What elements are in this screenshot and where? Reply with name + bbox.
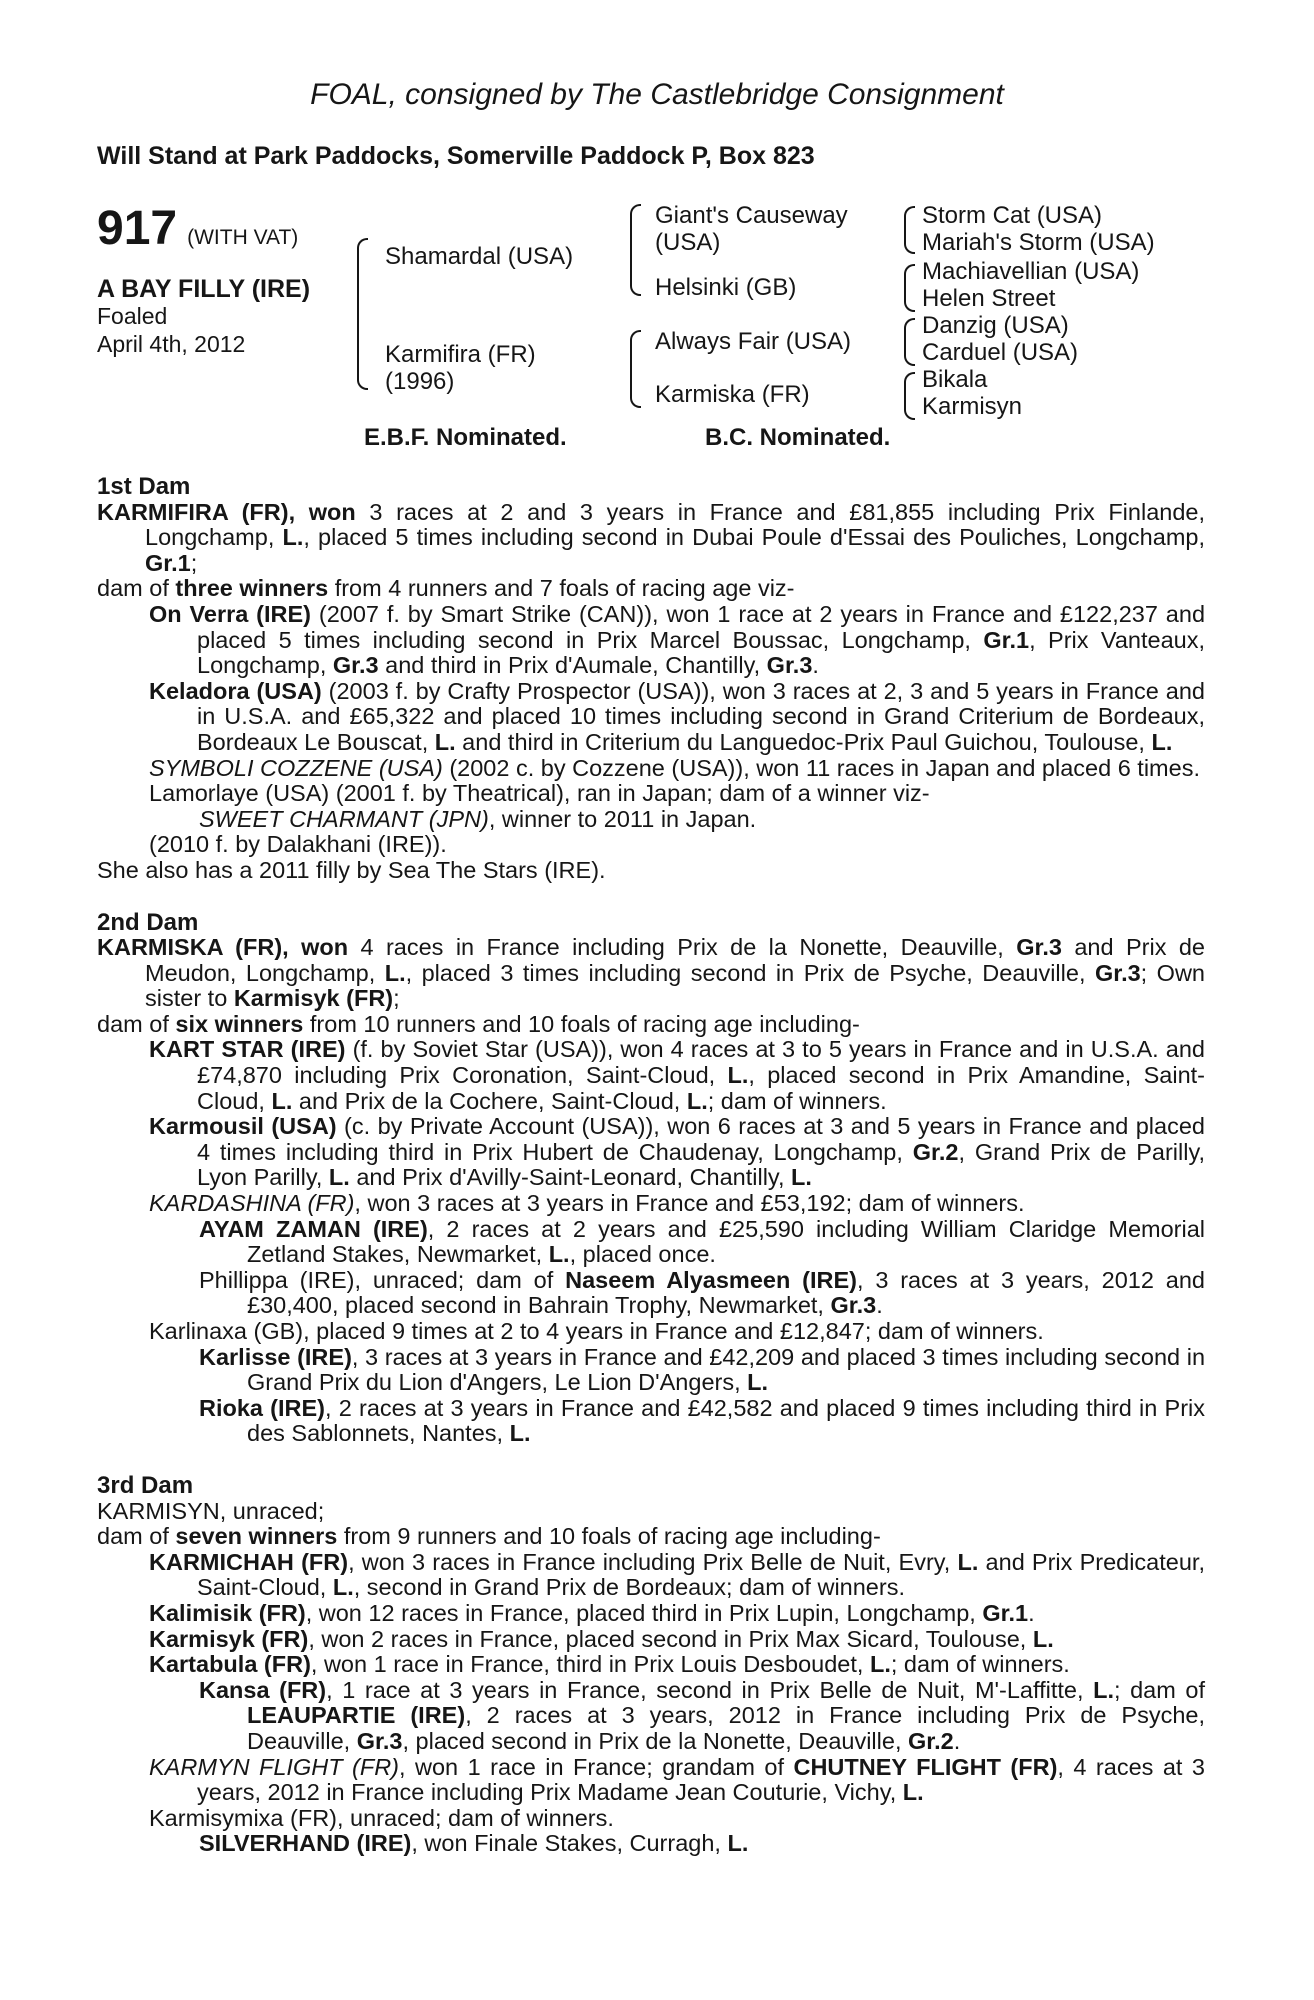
- listed-mark: L.: [747, 1369, 769, 1396]
- pedigree-dds: Bikala: [922, 366, 988, 393]
- foaled-info: [97, 302, 245, 358]
- pedigree-dss: Danzig (USA): [922, 312, 1069, 339]
- text: ; dam of winners.: [707, 1087, 887, 1114]
- produce-entry: [149, 1114, 1205, 1191]
- produce-entry: [149, 1652, 1205, 1678]
- produce-entry: [199, 1678, 1205, 1755]
- text: , 2 races at 3 years in France and £42,582 and placed 9 times including third in Prix des Sablonnets, Nantes,: [247, 1394, 1205, 1447]
- second-dam-produce-summary: [97, 1012, 1205, 1038]
- horse-name: Karmousil (USA): [149, 1113, 337, 1140]
- winners-count: six winners: [175, 1010, 304, 1037]
- first-dam-produce-summary: [97, 576, 1205, 602]
- pedigree-ddd: Karmisyn: [922, 393, 1023, 420]
- pedigree-sire: Shamardal (USA): [385, 243, 574, 270]
- text: , placed second in Prix de la Nonette, Deauville,: [402, 1727, 909, 1754]
- horse-name: KARDASHINA (FR): [149, 1190, 355, 1217]
- first-dam-name: KARMIFIRA (FR), won: [97, 498, 356, 525]
- pedigree-sdd: Helen Street: [922, 285, 1056, 312]
- text: .: [1028, 1599, 1035, 1626]
- produce-entry: [149, 1627, 1205, 1653]
- pedigree-sds: Machiavellian (USA): [922, 258, 1140, 285]
- group-mark: Gr.3: [332, 652, 379, 679]
- horse-name: Karmisyk (FR): [149, 1625, 309, 1652]
- winners-count: three winners: [175, 575, 329, 602]
- produce-record: [97, 474, 1205, 1857]
- text: 3 races at 2 and 3 years in France and £81,855 including Prix Finlande, Longchamp,: [145, 498, 1205, 551]
- listed-mark: L.: [332, 1574, 354, 1601]
- text: , won 3 races at 3 years in France and £53,192; dam of winners.: [354, 1190, 1025, 1217]
- produce-entry: Karlinaxa (GB), placed 9 times at 2 to 4 years in France and £12,847; dam of winners.: [149, 1318, 1044, 1344]
- produce-entry: [149, 1191, 1205, 1217]
- horse-name: KARMICHAH (FR): [149, 1548, 349, 1575]
- horse-name: AYAM ZAMAN (IRE): [199, 1215, 428, 1242]
- group-mark: Gr.1: [145, 549, 191, 576]
- pedigree-dam-line1: Karmifira (FR): [385, 341, 536, 368]
- pedigree-sire-sire-line1: Giant's Causeway: [655, 202, 848, 229]
- text: , 2 races at 3 years, 2012 in France including Prix de Psyche, Deauville,: [247, 1702, 1205, 1754]
- text: (f. by Soviet Star (USA)), won 4 races at 3 to 5 years in France and in U.S.A. and £74,870 including Prix Coronation, Saint-Cloud,: [197, 1036, 1206, 1089]
- produce-entry: Lamorlaye (USA) (2001 f. by Theatrical), ran in Japan; dam of a winner viz-: [149, 780, 930, 807]
- foaled-date: April 4th, 2012: [97, 331, 246, 357]
- group-mark: Gr.3: [1094, 959, 1141, 986]
- produce-entry: [149, 1755, 1205, 1806]
- text: .: [812, 652, 819, 679]
- listed-mark: L.: [509, 1420, 531, 1447]
- produce-entry: [199, 1396, 1205, 1447]
- produce-entry: Karmisymixa (FR), unraced; dam of winners.: [149, 1804, 614, 1831]
- text: , 3 races at 3 years in France and £42,209 and placed 3 times including second in Grand Prix du Lion d'Angers, Le Lion D'Angers,: [247, 1343, 1206, 1396]
- text: , 3 races at 3 years, 2012 and £30,400, placed second in Bahrain Trophy, Newmarket,: [247, 1266, 1205, 1319]
- text: dam of: [97, 1523, 176, 1550]
- horse-name: Rioka (IRE): [199, 1394, 326, 1421]
- pedigree-ssd: Mariah's Storm (USA): [922, 229, 1155, 256]
- text: , placed 3 times including second in Prix de Psyche, Deauville,: [405, 959, 1095, 986]
- produce-entry: [199, 1217, 1205, 1268]
- group-mark: Gr.1: [982, 1599, 1029, 1626]
- listed-mark: L.: [434, 728, 456, 755]
- produce-entry: [149, 1550, 1205, 1601]
- text: (2007 f. by Smart Strike (CAN)), won 1 race at 2 years in France and £122,237 and placed 5 times including second in Prix Marcel Boussac, Longchamp,: [197, 600, 1206, 653]
- text: and Prix de la Cochere, Saint-Cloud,: [292, 1087, 687, 1114]
- first-dam-heading: 1st Dam: [97, 473, 191, 500]
- section-gap: [97, 884, 1205, 910]
- pedigree-sire-dam: Helsinki (GB): [655, 274, 797, 301]
- text: , won 1 race in France, third in Prix Louis Desboudet,: [310, 1651, 870, 1678]
- text: .: [953, 1727, 961, 1754]
- pedigree-sire-sire-line2: (USA): [655, 229, 721, 256]
- lot-heading: [97, 202, 299, 255]
- horse-name: Karmisyk (FR): [233, 985, 394, 1012]
- produce-entry: [199, 1831, 1205, 1857]
- third-dam-heading: 3rd Dam: [97, 1471, 194, 1499]
- produce-entry: [149, 756, 1205, 782]
- pedigree-brace-3c: [904, 318, 915, 366]
- listed-mark: L.: [791, 1164, 812, 1191]
- page-title: FOAL, consigned by The Castlebridge Consignment: [310, 78, 1004, 111]
- also-note: She also has a 2011 filly by Sea The Stars (IRE).: [97, 856, 606, 883]
- pedigree-brace-3b: [904, 264, 915, 312]
- bc-nominated: B.C. Nominated.: [705, 424, 891, 451]
- section-gap: [97, 1447, 1205, 1473]
- listed-mark: L.: [384, 959, 406, 986]
- listed-mark: L.: [727, 1062, 749, 1089]
- text: from 4 runners and 7 foals of racing age viz-: [328, 575, 795, 602]
- horse-name: SYMBOLI COZZENE (USA): [149, 754, 443, 781]
- pedigree-dsd: Carduel (USA): [922, 339, 1079, 366]
- horse-name: On Verra (IRE): [149, 600, 312, 627]
- third-dam-record: KARMISYN, unraced;: [97, 1497, 325, 1524]
- text: Phillippa (IRE), unraced; dam of: [199, 1266, 566, 1293]
- listed-mark: L.: [957, 1548, 979, 1575]
- listed-mark: L.: [1032, 1625, 1054, 1652]
- group-mark: Gr.2: [908, 1727, 954, 1754]
- text: , 4 races at 3 years, 2012 in France including Prix Madame Jean Couturie, Vichy,: [197, 1753, 1206, 1806]
- text: dam of: [97, 575, 176, 602]
- horse-name: SILVERHAND (IRE): [199, 1830, 412, 1857]
- horse-name: KART STAR (IRE): [149, 1036, 346, 1063]
- text: ; dam of: [1113, 1676, 1205, 1703]
- produce-entry: [149, 1037, 1205, 1114]
- listed-mark: L.: [271, 1087, 293, 1114]
- produce-entry: [149, 1601, 1205, 1627]
- text: and third in Criterium du Languedoc-Prix Paul Guichou, Toulouse,: [455, 728, 1152, 755]
- horse-name: Karlisse (IRE): [199, 1343, 352, 1370]
- text: dam of: [97, 1010, 176, 1037]
- horse-name: SWEET CHARMANT (JPN): [199, 805, 489, 832]
- produce-entry: [149, 602, 1205, 679]
- foaled-label: Foaled: [97, 303, 168, 329]
- horse-name: Keladora (USA): [149, 677, 322, 704]
- text: , placed 5 times including second in Dubai Poule d'Essai des Pouliches, Longchamp,: [303, 524, 1205, 551]
- listed-mark: L.: [686, 1087, 708, 1114]
- group-mark: Gr.2: [912, 1138, 959, 1165]
- listed-mark: L.: [869, 1651, 891, 1678]
- first-dam-record: [97, 500, 1205, 577]
- horse-name: Kansa (FR): [199, 1676, 327, 1703]
- text: , won Finale Stakes, Curragh,: [411, 1830, 728, 1857]
- produce-entry: (2010 f. by Dalakhani (IRE)).: [149, 831, 447, 858]
- pedigree-brace-3d: [904, 372, 915, 420]
- horse-name: LEAUPARTIE (IRE): [247, 1702, 466, 1729]
- text: , second in Grand Prix de Bordeaux; dam of winners.: [353, 1574, 905, 1601]
- text: , won 2 races in France, placed second in Prix Max Sicard, Toulouse,: [308, 1625, 1033, 1652]
- pedigree-dam-dam: Karmiska (FR): [655, 381, 810, 408]
- horse-name: KARMYN FLIGHT (FR): [149, 1753, 400, 1780]
- text: (2002 c. by Cozzene (USA)), won 11 races in Japan and placed 6 times.: [442, 754, 1200, 781]
- text: , 1 race at 3 years in France, second in Prix Belle de Nuit, M'-Laffitte,: [326, 1676, 1094, 1703]
- text: ;: [190, 549, 198, 576]
- second-dam-record: [97, 935, 1205, 1012]
- text: ;: [393, 985, 400, 1012]
- produce-entry: [199, 807, 1205, 833]
- text: and Prix de Meudon, Longchamp,: [145, 934, 1205, 986]
- text: and third in Prix d'Aumale, Chantilly,: [378, 652, 767, 679]
- text: (2003 f. by Crafty Prospector (USA)), won 3 races at 2, 3 and 5 years in France and in U.S.A. and £65,322 and placed 10 times including second in Grand Criterium de Bordeaux, Bordeaux Le Bouscat,: [197, 677, 1205, 755]
- text: and Prix d'Avilly-Saint-Leonard, Chantilly,: [349, 1164, 791, 1191]
- pedigree-brace-dam: [630, 330, 641, 408]
- text: , Grand Prix de Parilly, Lyon Parilly,: [197, 1138, 1205, 1191]
- second-dam-name: KARMISKA (FR), won: [97, 934, 349, 961]
- text: (c. by Private Account (USA)), won 6 races at 3 and 5 years in France and placed 4 times including third in Prix Hubert de Chaudenay, Longchamp,: [197, 1113, 1205, 1165]
- pedigree-dam-sire: Always Fair (USA): [655, 328, 852, 355]
- text: .: [876, 1292, 883, 1319]
- horse-name: Kartabula (FR): [149, 1651, 311, 1678]
- winners-count: seven winners: [175, 1523, 338, 1550]
- listed-mark: L.: [328, 1164, 350, 1191]
- group-mark: Gr.3: [356, 1727, 403, 1754]
- text: , placed once.: [569, 1241, 716, 1268]
- text: 4 races in France including Prix de la Nonette, Deauville,: [348, 934, 1017, 961]
- text: , Prix Vanteaux, Longchamp,: [197, 626, 1205, 679]
- pedigree-dam-line2: (1996): [385, 368, 455, 395]
- text: from 9 runners and 10 foals of racing age including-: [337, 1523, 881, 1550]
- horse-name: Kalimisik (FR): [149, 1599, 306, 1626]
- listed-mark: L.: [902, 1779, 924, 1806]
- produce-entry: [149, 679, 1205, 756]
- lot-number: 917: [97, 202, 178, 255]
- vat-label: (WITH VAT): [187, 226, 299, 249]
- text: , 2 races at 2 years and £25,590 including William Claridge Memorial Zetland Stakes, Newmarket,: [247, 1215, 1205, 1268]
- stand-location: Will Stand at Park Paddocks, Somerville Paddock P, Box 823: [97, 142, 815, 170]
- text: ; dam of winners.: [890, 1651, 1070, 1678]
- listed-mark: L.: [548, 1241, 570, 1268]
- group-mark: Gr.3: [830, 1292, 877, 1319]
- group-mark: Gr.3: [766, 652, 813, 679]
- text: , won 3 races in France including Prix Belle de Nuit, Evry,: [348, 1548, 958, 1575]
- produce-entry: [199, 1345, 1205, 1396]
- horse-name: CHUTNEY FLIGHT (FR): [793, 1753, 1058, 1780]
- pedigree-brace-sire: [630, 204, 641, 296]
- text: , won 1 race in France; grandam of: [399, 1753, 794, 1780]
- text: from 10 runners and 10 foals of racing age including-: [303, 1010, 860, 1037]
- text: , winner to 2011 in Japan.: [488, 805, 757, 832]
- ebf-nominated: E.B.F. Nominated.: [364, 424, 567, 451]
- pedigree-brace-gen1: [357, 238, 368, 390]
- third-dam-produce-summary: [97, 1524, 1205, 1550]
- group-mark: Gr.3: [1016, 934, 1062, 961]
- pedigree-sss: Storm Cat (USA): [922, 202, 1103, 229]
- group-mark: Gr.1: [983, 626, 1030, 653]
- pedigree-brace-3a: [904, 206, 915, 254]
- text: , won 12 races in France, placed third in Prix Lupin, Longchamp,: [305, 1599, 983, 1626]
- listed-mark: L.: [727, 1830, 749, 1857]
- text: and Prix Predicateur, Saint-Cloud,: [197, 1548, 1205, 1601]
- text: , placed second in Prix Amandine, Saint-Cloud,: [197, 1062, 1205, 1114]
- horse-name: Naseem Alyasmeen (IRE): [565, 1266, 857, 1293]
- text: ; Own sister to: [145, 959, 1205, 1012]
- listed-mark: L.: [1093, 1676, 1114, 1703]
- listed-mark: L.: [282, 524, 304, 551]
- listed-mark: L.: [1151, 728, 1173, 755]
- horse-name: A BAY FILLY (IRE): [97, 275, 311, 303]
- produce-entry: [199, 1268, 1205, 1319]
- second-dam-heading: 2nd Dam: [97, 908, 199, 936]
